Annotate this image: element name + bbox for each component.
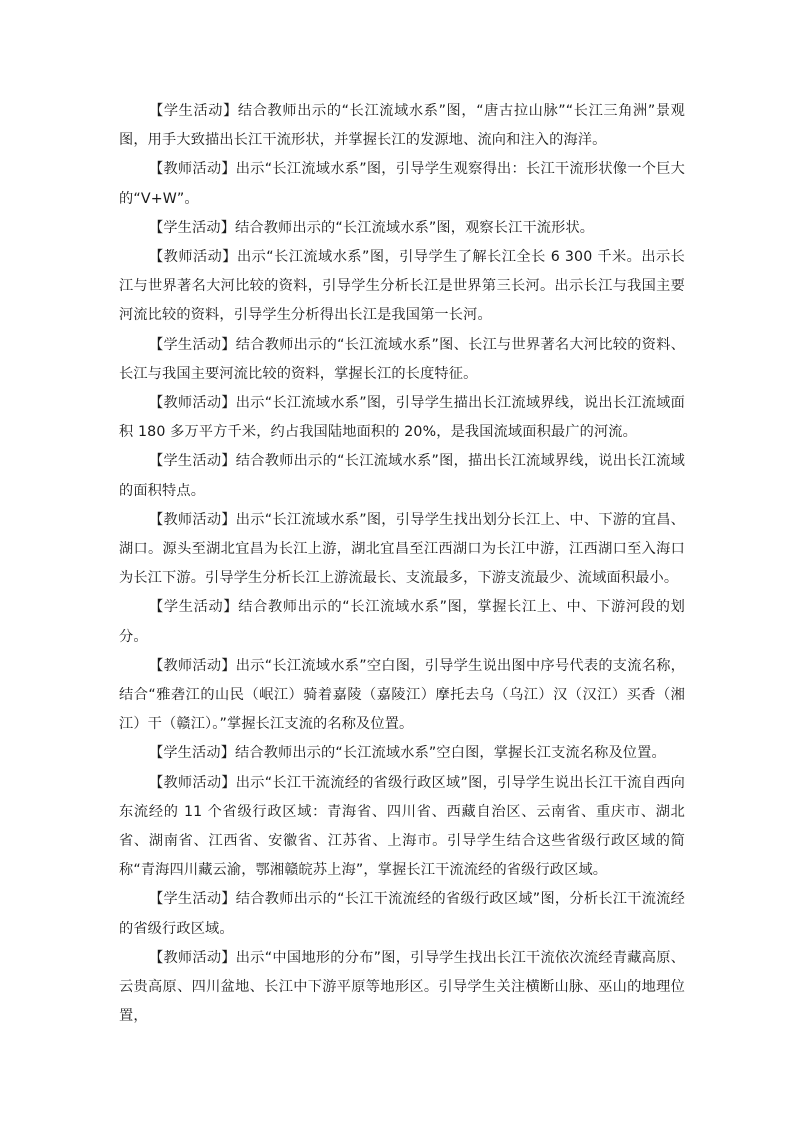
paragraph-student-activity-5: 【学生活动】结合教师出示的“长江流域水系”图，掌握长江上、中、下游河段的划分。 <box>119 599 685 645</box>
paragraph-student-activity-3: 【学生活动】结合教师出示的“长江流域水系”图、长江与世界著名大河比较的资料、长江与我国主要河流比较的资料，掌握长江的长度特征。 <box>119 336 685 382</box>
paragraph-teacher-activity-5: 【教师活动】出示“长江流域水系”空白图，引导学生说出图中序号代表的支流名称，结合“雅砻江的山民（岷江）骑着嘉陵（嘉陵江）摩托去乌（乌江）汉（汉江）买香（湘江）干（赣江）。”掌握长江支流的名称及位置。 <box>119 657 685 733</box>
paragraph-teacher-activity-1: 【教师活动】出示“长江流域水系”图，引导学生观察得出：长江干流形状像一个巨大的“V+W”。 <box>119 161 685 207</box>
paragraph-student-activity-7: 【学生活动】结合教师出示的“长江干流流经的省级行政区域”图，分析长江干流流经的省级行政区域。 <box>119 891 685 937</box>
paragraph-teacher-activity-7: 【教师活动】出示“中国地形的分布”图，引导学生找出长江干流依次流经青藏高原、云贵高原、四川盆地、长江中下游平原等地形区。引导学生关注横断山脉、巫山的地理位置， <box>119 949 685 1025</box>
paragraph-student-activity-2: 【学生活动】结合教师出示的“长江流域水系”图，观察长江干流形状。 <box>149 219 595 236</box>
paragraph-teacher-activity-2: 【教师活动】出示“长江流域水系”图，引导学生了解长江全长 6 300 千米。出示长江与世界著名大河比较的资料，引导学生分析长江是世界第三长河。出示长江与我国主要河流比较的资料，引导学生分析得出长江是我国第一长河。 <box>119 249 685 324</box>
paragraph-student-activity-1: 【学生活动】结合教师出示的“长江流域水系”图，“唐古拉山脉”“长江三角洲”景观图，用手大致描出长江干流形状，并掌握长江的发源地、流向和注入的海洋。 <box>119 103 685 149</box>
paragraph-teacher-activity-4: 【教师活动】出示“长江流域水系”图，引导学生找出划分长江上、中、下游的宜昌、湖口。源头至湖北宜昌为长江上游，湖北宜昌至江西湖口为长江中游，江西湖口至入海口为长江下游。引导学生分析长江上游流最长、支流最多，下游支流最少、流域面积最小。 <box>119 511 685 587</box>
paragraph-student-activity-4: 【学生活动】结合教师出示的“长江流域水系”图，描出长江流域界线，说出长江流域的面积特点。 <box>119 453 685 499</box>
paragraph-teacher-activity-6: 【教师活动】出示“长江干流流经的省级行政区域”图，引导学生说出长江干流自西向东流经的 11 个省级行政区域：青海省、四川省、西藏自治区、云南省、重庆市、湖北省、湖南省、江西省、安徽省、江苏省、上海市。引导学生结合这些省级行政区域的简称“青海四川藏云渝，鄂湘赣皖苏上海”，掌握长江干流流经的省级行政区域。 <box>119 774 685 879</box>
paragraph-teacher-activity-3: 【教师活动】出示“长江流域水系”图，引导学生描出长江流域界线，说出长江流域面积 180 多万平方千米，约占我国陆地面积的 20%，是我国流域面积最广的河流。 <box>119 395 685 441</box>
document-body <box>119 97 685 1032</box>
paragraph-student-activity-6: 【学生活动】结合教师出示的“长江流域水系”空白图，掌握长江支流名称及位置。 <box>149 745 666 762</box>
